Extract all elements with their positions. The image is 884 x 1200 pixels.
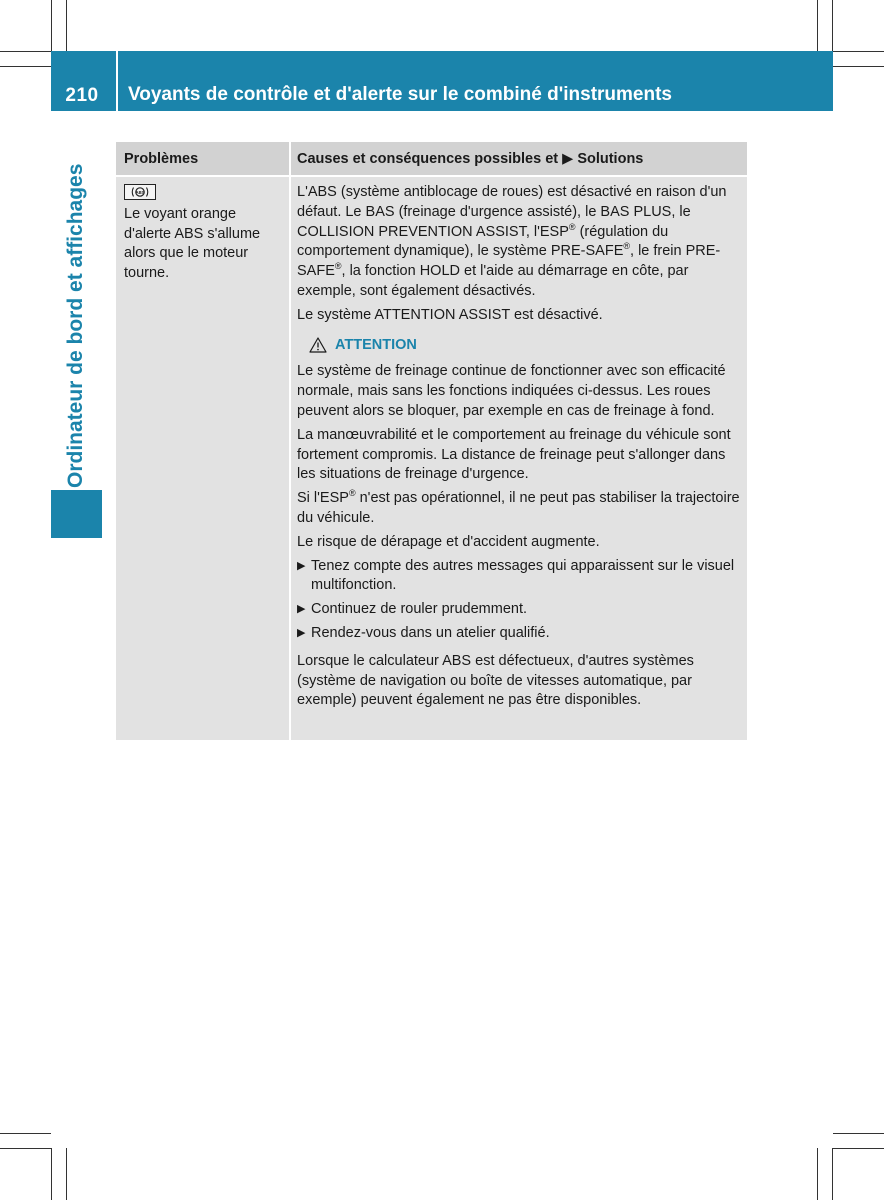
cause-paragraph-2: Le système ATTENTION ASSIST est désactivé. xyxy=(297,306,603,323)
column-header-problems: Problèmes xyxy=(124,151,199,167)
crop-mark xyxy=(832,1148,833,1200)
crop-mark xyxy=(817,1148,818,1200)
crop-mark xyxy=(0,51,51,52)
cause-text-part: , la fonction HOLD et l'aide au démarrage en côte, par exemple, sont également désactivés. xyxy=(297,263,689,299)
crop-mark xyxy=(0,1133,51,1134)
list-item xyxy=(297,557,743,597)
crop-mark xyxy=(833,1133,884,1134)
column-divider xyxy=(289,142,291,740)
warning-paragraph-1: Le système de freinage continue de fonctionner avec son efficacité normale, mais sans les fonctions indiquées ci-dessus. Les roues peuvent alors se bloquer, par exemple en cas de freinage à fond. xyxy=(297,363,726,419)
list-item xyxy=(297,624,743,644)
list-item-text: Tenez compte des autres messages qui apparaissent sur le visuel multifonction. xyxy=(311,557,735,594)
table-header xyxy=(116,142,747,175)
crop-mark xyxy=(833,66,884,67)
list-item xyxy=(297,600,743,620)
section-title: Voyants de contrôle et d'alerte sur le combiné d'instruments xyxy=(128,84,672,105)
row-divider xyxy=(116,175,747,177)
warning-paragraph-3 xyxy=(297,489,743,529)
warning-paragraph-2: La manœuvrabilité et le comportement au freinage du véhicule sont fortement compromis. La distance de freinage peut s'allonger dans les situations de freinage d'urgence. xyxy=(297,426,731,483)
list-item-text: Continuez de rouler prudemment. xyxy=(311,601,528,618)
abs-warning-icon xyxy=(124,184,156,200)
registered-mark: ® xyxy=(334,261,342,272)
warning-text-part: n'est pas opérationnel, il ne peut pas stabiliser la trajectoire du véhicule. xyxy=(297,490,740,526)
problem-text: Le voyant orange d'alerte ABS s'allume alors que le moteur tourne. xyxy=(124,206,261,281)
cause-text-part: , le frein PRE-SAFE xyxy=(297,243,721,280)
bullet-arrow-icon: ▶ xyxy=(297,626,306,639)
final-paragraph: Lorsque le calculateur ABS est défectueux, d'autres systèmes (système de navigation ou boîte de vitesses automatique, par exemple) peuvent également ne pas être disponibles. xyxy=(297,652,694,709)
bullet-arrow-icon: ▶ xyxy=(297,559,306,572)
cause-paragraph-1 xyxy=(297,183,743,302)
crop-mark xyxy=(0,66,51,67)
registered-mark: ® xyxy=(348,488,356,499)
crop-mark xyxy=(832,0,833,51)
crop-mark xyxy=(66,1148,67,1200)
problem-cell xyxy=(124,184,284,283)
registered-mark: ® xyxy=(568,221,576,232)
warning-triangle-icon xyxy=(309,337,327,353)
causes-cell xyxy=(297,183,743,715)
crop-mark xyxy=(51,0,52,51)
column-header-causes: Causes et conséquences possibles et ▶ Solutions xyxy=(297,151,644,167)
page-number: 210 xyxy=(65,85,99,106)
warning-text-part: Si l'ESP xyxy=(297,490,349,507)
crop-mark xyxy=(0,1148,51,1149)
bullet-arrow-icon: ▶ xyxy=(297,603,306,616)
list-item-text: Rendez-vous dans un atelier qualifié. xyxy=(311,624,550,641)
warning-paragraph-4: Le risque de dérapage et d'accident augmente. xyxy=(297,533,600,550)
crop-mark xyxy=(51,1148,52,1200)
cause-text-part: L'ABS (système antiblocage de roues) est désactivé en raison d'un défaut. Le BAS (freinage d'urgence assisté), le BAS PLUS, le COLLISION PREVENTION ASSIST, l'ESP xyxy=(297,184,727,240)
side-chapter-label: Ordinateur de bord et affichages xyxy=(64,163,87,488)
header-separator xyxy=(116,51,118,111)
registered-mark: ® xyxy=(623,241,631,252)
crop-mark xyxy=(833,51,884,52)
crop-mark xyxy=(833,1148,884,1149)
side-tab-marker xyxy=(51,490,102,538)
cause-text-part: (régulation du comportement dynamique), le système PRE-SAFE xyxy=(297,223,669,260)
crop-mark xyxy=(66,0,67,51)
svg-text:ABS: ABS xyxy=(135,189,145,195)
warning-heading xyxy=(309,336,743,356)
warning-title: ATTENTION xyxy=(335,336,417,353)
crop-mark xyxy=(817,0,818,51)
